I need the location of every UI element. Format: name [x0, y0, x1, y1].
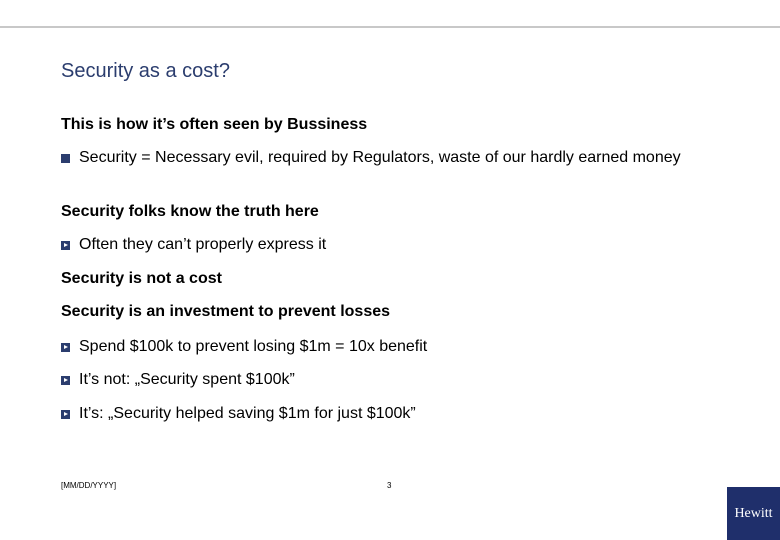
bullet-text: Often they can’t properly express it — [79, 236, 327, 253]
bullet-text: Security = Necessary evil, required by Regulators, waste of our hardly earned money — [79, 149, 681, 166]
bullet-spend — [61, 336, 721, 358]
heading-business-view: This is how it’s often seen by Bussiness — [61, 116, 368, 133]
bullet-text: Spend $100k to prevent losing $1m = 10x benefit — [79, 338, 428, 355]
arrow-bullet-icon — [61, 241, 70, 250]
page-number: 3 — [387, 481, 392, 490]
hewitt-logo: Hewitt — [727, 487, 780, 540]
bullet-text: It’s: „Security helped saving $1m for just $100k” — [79, 405, 416, 422]
heading-investment: Security is an investment to prevent losses — [61, 303, 391, 320]
footer-date: [MM/DD/YYYY] — [61, 481, 117, 490]
slide-title: Security as a cost? — [61, 60, 230, 82]
arrow-bullet-icon — [61, 343, 70, 352]
arrow-bullet-icon — [61, 376, 70, 385]
bullet-its — [61, 403, 721, 425]
bullet-express — [61, 234, 721, 256]
square-bullet-icon — [61, 154, 70, 163]
heading-not-cost: Security is not a cost — [61, 270, 222, 287]
top-divider — [0, 26, 780, 28]
bullet-necessary-evil — [61, 147, 721, 169]
heading-security-folks: Security folks know the truth here — [61, 203, 319, 220]
bullet-not — [61, 369, 721, 391]
arrow-bullet-icon — [61, 410, 70, 419]
bullet-text: It’s not: „Security spent $100k” — [79, 371, 295, 388]
